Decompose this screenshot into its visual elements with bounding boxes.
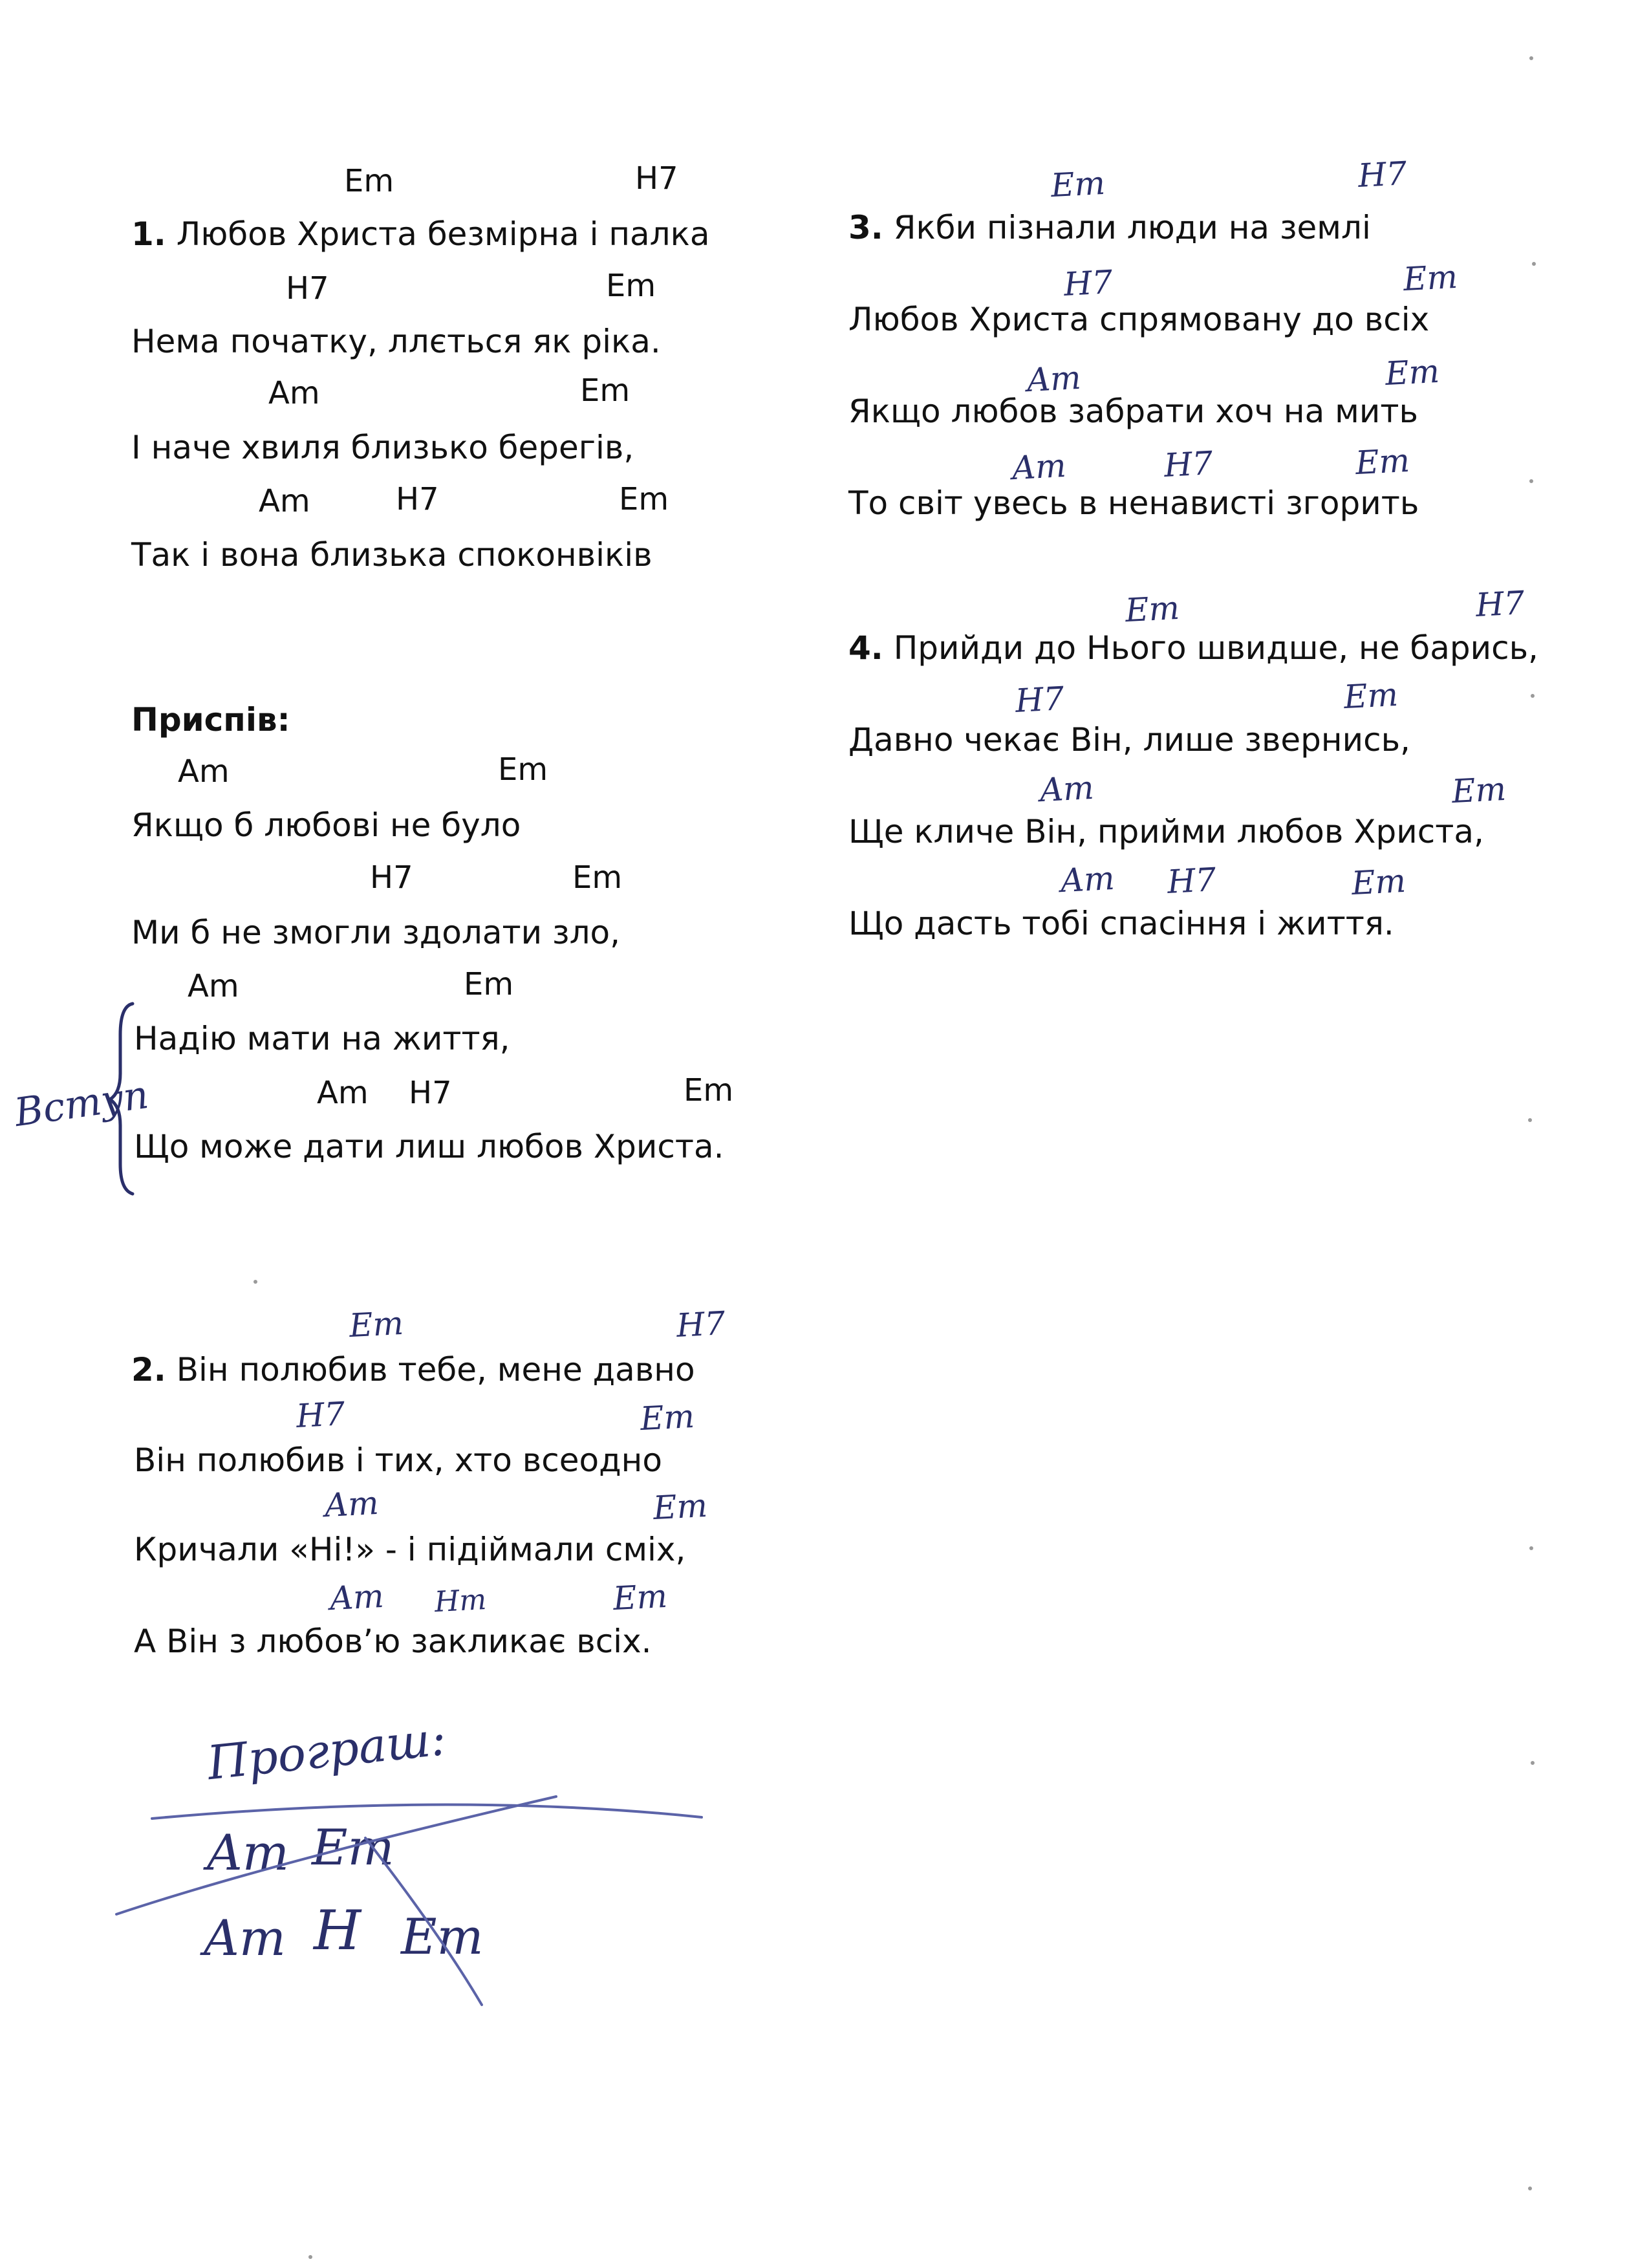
handwritten-chord: Em	[1342, 675, 1399, 717]
handwritten-chord: Em	[612, 1577, 669, 1618]
verse-number: 2.	[131, 1351, 166, 1388]
verse-number: 1.	[131, 215, 166, 253]
chord: H7	[370, 859, 413, 896]
handwritten-chord: H7	[1163, 444, 1214, 484]
chord: Am	[317, 1075, 369, 1111]
margin-note-intro: Вступ	[12, 1072, 151, 1136]
handwritten-chord: Em	[1050, 164, 1106, 205]
handwritten-chord: Em	[1450, 770, 1507, 811]
handwritten-chord: H7	[295, 1395, 346, 1435]
chord: Em	[619, 481, 669, 517]
chord: Am	[268, 375, 320, 411]
lyric-line: Нема початку, ллється як ріка.	[131, 323, 661, 360]
interlude-chord: Am	[204, 1909, 286, 1967]
lyric-line: Давно чекає Він, лише звернись,	[848, 721, 1410, 759]
handwritten-chord: H7	[1014, 680, 1065, 720]
lyric-line	[131, 1350, 695, 1389]
chord: Am	[188, 968, 239, 1004]
handwritten-chord: H7	[1357, 155, 1408, 195]
lyric-line	[131, 215, 709, 254]
chord: Em	[344, 163, 394, 199]
lyric-line: А Він з любов’ю закликає всіх.	[134, 1623, 652, 1660]
lyric-line: Що дасть тобі спасіння і життя.	[848, 905, 1394, 942]
lyric-line: Любов Христа спрямовану до всіх	[848, 301, 1430, 338]
verse-number: 4.	[848, 629, 883, 667]
lyric-line: І наче хвиля близько берегів,	[131, 429, 634, 466]
lyric-line: То світ увесь в ненависті згорить	[848, 484, 1419, 522]
lyric-line: Якщо б любові не було	[131, 806, 521, 844]
handwritten-chord: Am	[323, 1484, 380, 1525]
handwritten-chord: Em	[1354, 441, 1411, 482]
handwritten-chord: Em	[652, 1486, 709, 1528]
handwritten-chord: Am	[1039, 768, 1095, 810]
handwritten-chord: Am	[1059, 859, 1116, 900]
chord: Am	[259, 483, 310, 519]
lyric-line: Так і вона близька споконвіків	[131, 536, 652, 574]
handwritten-chord: Em	[639, 1397, 696, 1438]
interlude-chord: Am	[207, 1824, 289, 1881]
interlude-chord: H	[314, 1899, 361, 1962]
handwritten-chord: Em	[1384, 352, 1441, 393]
lyric-line: Що може дати лиш любов Христа.	[134, 1128, 724, 1165]
handwritten-chord: Em	[1350, 861, 1407, 903]
interlude-chord: Em	[312, 1819, 394, 1876]
lyric-text: Якби пізнали люди на землі	[893, 209, 1371, 246]
handwritten-chord: H7	[1166, 861, 1217, 901]
lyric-text: Любов Христа безмірна і палка	[176, 215, 710, 253]
handwritten-chord: Am	[1026, 358, 1082, 400]
lyric-line	[848, 629, 1538, 667]
chord: Em	[580, 373, 630, 409]
handwritten-chord: Em	[1124, 589, 1181, 630]
lyric-line: Ми б не змогли здолати зло,	[131, 914, 621, 951]
handwritten-chord: Am	[329, 1577, 385, 1618]
chord: Em	[464, 966, 514, 1002]
handwritten-chord: H7	[1474, 584, 1525, 624]
handwritten-chord: Am	[1011, 446, 1067, 488]
lyric-line: Якщо любов забрати хоч на мить	[848, 393, 1418, 430]
chord: H7	[409, 1075, 452, 1111]
lyric-line	[848, 208, 1371, 247]
chord: Am	[178, 753, 230, 790]
handwritten-chord: Hm	[433, 1582, 488, 1619]
handwritten-chord: Em	[1402, 257, 1459, 299]
lyric-text: Він полюбив тебе, мене давно	[176, 1351, 695, 1388]
chord: H7	[396, 481, 439, 517]
chord: Em	[684, 1072, 734, 1108]
handwritten-chord: H7	[1062, 263, 1114, 303]
chord: H7	[286, 270, 329, 307]
chord: Em	[572, 859, 623, 896]
handwritten-chord: H7	[675, 1304, 726, 1345]
lyric-line: Кричали «Ні!» - і підіймали сміх,	[134, 1531, 686, 1568]
chorus-heading: Приспів:	[131, 701, 290, 739]
lyric-line: Він полюбив і тих, хто всеодно	[134, 1442, 662, 1479]
chord: Em	[498, 751, 548, 788]
interlude-chord: Em	[401, 1908, 484, 1965]
strike-line-1	[152, 1804, 702, 1819]
lyric-line: Ще кличе Він, прийми любов Христа,	[848, 813, 1484, 850]
lyric-line: Надію мати на життя,	[134, 1020, 510, 1057]
lyric-text: Прийди до Нього швидше, не барись,	[893, 629, 1538, 667]
handwritten-chord: Em	[348, 1304, 405, 1345]
interlude-label: Програш:	[204, 1711, 449, 1791]
verse-number: 3.	[848, 209, 883, 246]
chord: Em	[606, 268, 656, 304]
chord: H7	[635, 160, 678, 197]
